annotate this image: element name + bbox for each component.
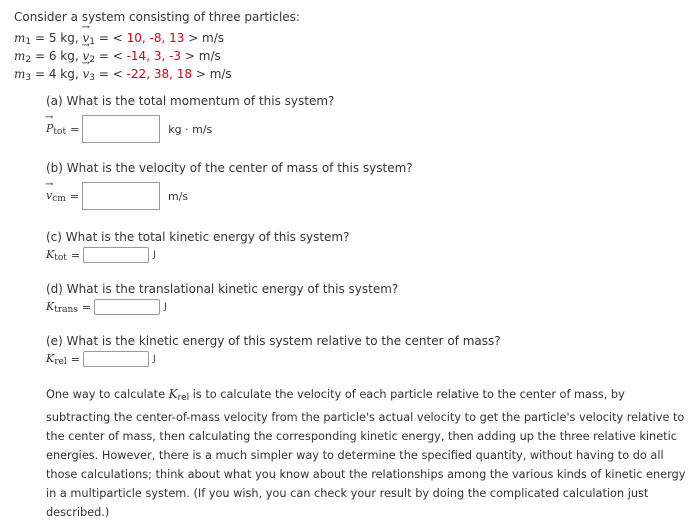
question-d-text: (d) What is the translational kinetic energy of this system? [46,282,399,296]
question-a-text: (a) What is the total momentum of this system? [46,94,335,108]
question-d-answer-row [46,299,398,315]
problem-intro [14,8,300,83]
question-e-answer-row [46,351,501,367]
k-trans-label: $K_{trans}$ [46,299,78,315]
k-trans-unit: J [164,302,167,312]
question-b-answer-row [46,182,413,210]
question-d [46,281,398,315]
velocity-symbol: → v [82,29,89,47]
velocity-symbol: → v [82,65,89,83]
particle-2-line [14,47,300,65]
velocity-open: = < [98,49,123,63]
mass-symbol: m [14,31,26,45]
mass-value: = 4 kg, [34,67,79,81]
equals-sign: = [81,300,92,314]
explanation-paragraph: One way to calculate $K_{rel}$ is to calculate the velocity of each particle relative to the center of mass, by subtracting the center-of-mass velocity from the particle's actual velocity to get the particle's velocity relative to the center of mass, then calculating the corresponding kinetic energy, then adding up the three relative kinetic energies. However, there is a much simpler way to determine the specified quantity, without having to do all those calculations; think about what you know about the relationships among the various kinds of kinetic energy in a multiparticle system. (If you wish, you can check your result by doing the complicated calculation just described.) [46,387,686,519]
k-rel-unit: J [152,354,156,364]
velocity-symbol: → v [82,47,89,65]
v-cm-label: → $v_{cm}$ [46,189,66,204]
mass-symbol: m [14,67,26,81]
velocity-subscript: 1 [89,37,95,47]
k-trans-input[interactable] [94,299,160,315]
velocity-subscript: 3 [89,73,95,83]
p-tot-unit: kg · m/s [168,122,213,136]
velocity-close: > m/s [188,31,225,45]
question-b [46,160,413,210]
velocity-open: = < [98,67,123,81]
particle-3-line [14,65,300,83]
mass-subscript: 3 [25,73,32,83]
equals-sign: = [70,122,80,136]
mass-value: = 5 kg, [34,31,79,45]
velocity-components: -14, 3, -3 [126,49,182,63]
k-rel-input[interactable] [83,351,149,367]
k-rel-label: $K_{rel}$ [46,351,67,367]
velocity-components: 10, -8, 13 [126,31,185,45]
v-cm-unit: m/s [168,189,189,203]
question-c-answer-row [46,247,349,263]
mass-subscript: 1 [25,37,32,47]
k-tot-unit: J [153,250,156,260]
velocity-subscript: 2 [89,55,95,65]
velocity-components: -22, 38, 18 [126,67,192,81]
question-c [46,229,349,263]
velocity-close: > m/s [184,49,221,63]
velocity-open: = < [98,31,123,45]
question-a-answer-row [46,115,334,143]
equals-sign: = [70,352,80,366]
velocity-close: > m/s [195,67,232,81]
k-tot-label: $K_{tot}$ [46,247,67,263]
mass-symbol: m [14,49,26,63]
particle-1-line [14,29,300,47]
equals-sign: = [69,189,80,203]
p-tot-label: → $P_{tot}$ [46,122,66,137]
mass-value: = 6 kg, [34,49,79,63]
question-e-text: (e) What is the kinetic energy of this system relative to the center of mass? [46,334,501,348]
question-c-text: (c) What is the total kinetic energy of this system? [46,230,350,244]
k-tot-input[interactable] [83,247,149,263]
v-cm-input[interactable] [82,182,160,210]
question-b-text: (b) What is the velocity of the center of mass of this system? [46,161,413,175]
mass-subscript: 2 [25,55,32,65]
equals-sign: = [70,248,81,262]
question-a [46,93,334,143]
p-tot-input[interactable] [82,115,160,143]
question-e [46,333,501,367]
problem-title: Consider a system consisting of three particles: [14,10,300,24]
